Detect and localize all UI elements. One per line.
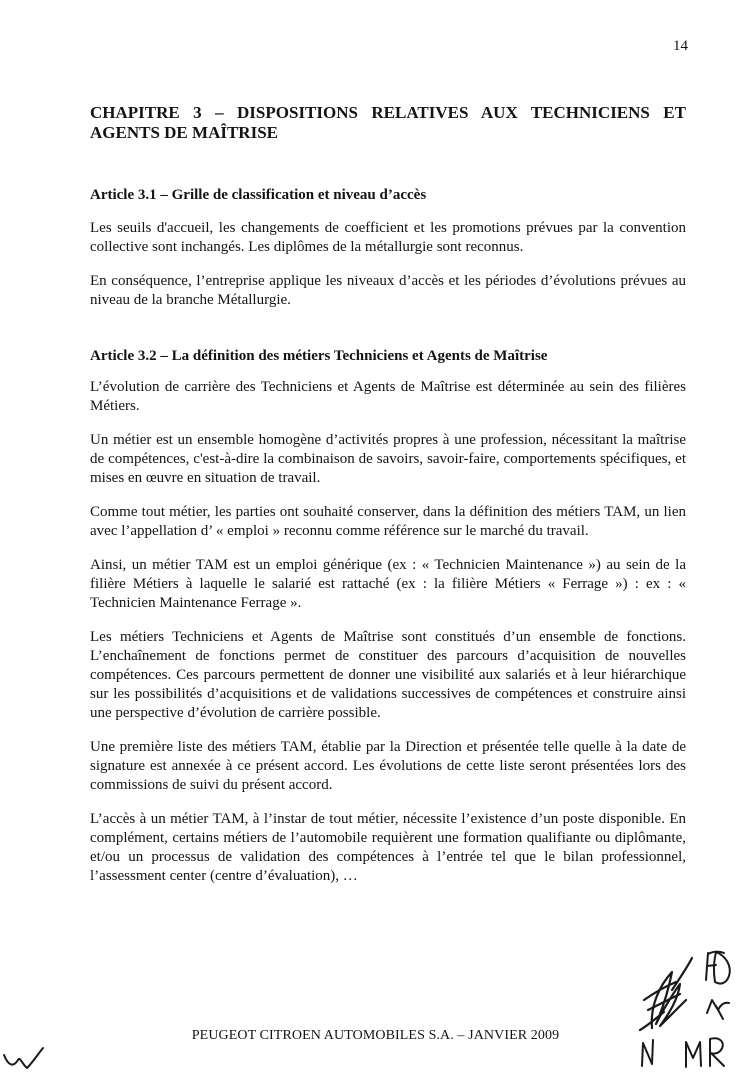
initials-mr <box>686 1038 724 1067</box>
article-3-2-paragraph: Ainsi, un métier TAM est un emploi générique (ex : « Technicien Maintenance ») au sein de la filière Métiers à laquelle le salarié est rattaché (ex : la filière Métiers « Ferrage ») : ex : « Technicien Maintenance Ferrage ». <box>90 557 686 611</box>
initials-fd <box>706 952 730 1019</box>
article-3-1-title: Article 3.1 – Grille de classification et niveau d’accès <box>90 187 427 203</box>
article-3-2-title: Article 3.2 – La définition des métiers Techniciens et Agents de Maîtrise <box>90 348 548 364</box>
article-3-2-paragraph: Une première liste des métiers TAM, établie par la Direction et présentée telle quelle à la date de signature est annexée à ce présent accord. Les évolutions de cette liste seront présentées lors des commissions de suivi du présent accord. <box>90 739 686 793</box>
page-number: 14 <box>673 38 688 54</box>
chapter-title: CHAPITRE 3 – DISPOSITIONS RELATIVES AUX TECHNICIENS ET AGENTS DE MAÎTRISE <box>90 103 686 142</box>
article-3-1-paragraph: En conséquence, l’entreprise applique les niveaux d’accès et les périodes d’évolutions prévues au niveau de la branche Métallurgie. <box>90 273 686 308</box>
article-3-2-paragraph: Comme tout métier, les parties ont souhaité conserver, dans la définition des métiers TAM, un lien avec l’appellation d’ « emploi » reconnu comme référence sur le marché du travail. <box>90 504 686 539</box>
article-3-2-paragraph: L’accès à un métier TAM, à l’instar de tout métier, nécessite l’existence d’un poste disponible. En complément, certains métiers de l’automobile requièrent une formation qualifiante ou diplômante, et/ou un processus de validation des compétences à l’entrée tel que le bilan professionnel, l’assessment center (centre d’évaluation), … <box>90 811 686 884</box>
footer: PEUGEOT CITROEN AUTOMOBILES S.A. – JANVIER 2009 <box>191 1028 560 1043</box>
initials-bottom <box>642 1040 653 1066</box>
article-3-1-paragraph: Les seuils d'accueil, les changements de coefficient et les promotions prévues par la convention collective sont inchangés. Les diplômes de la métallurgie sont reconnus. <box>90 220 686 255</box>
initials-bottom-left <box>4 1048 43 1068</box>
article-3-2-paragraph: L’évolution de carrière des Techniciens et Agents de Maîtrise est déterminée au sein des filières Métiers. <box>90 379 686 414</box>
article-3-2-paragraph: Les métiers Techniciens et Agents de Maîtrise sont constitués d’un ensemble de fonctions. L’enchaînement de fonctions permet de constituer des parcours d’acquisition de nouvelles compétences. Ces parcours permettent de donner une visibilité aux salariés et à leur hiérarchique sur les possibilités d’acquisitions et de validations successives de compétences et construire ainsi une perspective d’évolution de carrière possible. <box>90 629 686 721</box>
signature-scribble <box>640 958 692 1030</box>
article-3-2-paragraph: Un métier est un ensemble homogène d’activités propres à une profession, nécessitant la maîtrise de compétences, c'est-à-dire la combinaison de savoirs, savoir-faire, comportements spécifiques, et mises en œuvre en situation de travail. <box>90 432 686 486</box>
